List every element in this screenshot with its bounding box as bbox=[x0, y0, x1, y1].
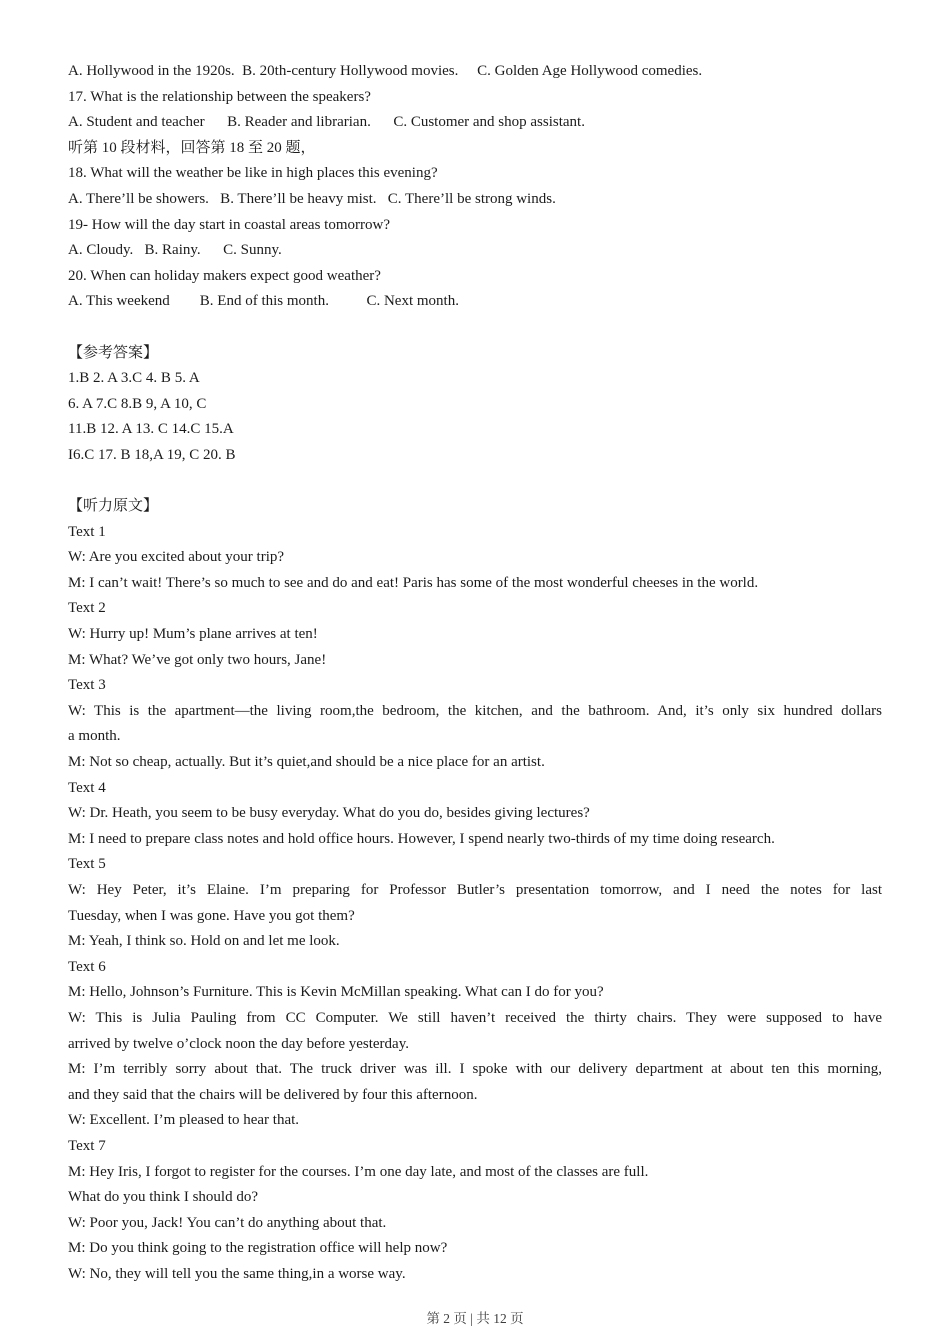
transcript-line: M: Not so cheap, actually. But it’s quiet,and should be a nice place for an artist. bbox=[68, 754, 545, 771]
answer-key-row-3: 11.B 12. A 13. C 14.C 15.A bbox=[68, 421, 234, 438]
question-options-16: A. Hollywood in the 1920s. B. 20th-century Hollywood movies. C. Golden Age Hollywood comedies. bbox=[68, 63, 703, 79]
listening-material-instruction: 听第 10 段材料，回答第 18 至 20 题， bbox=[68, 139, 316, 156]
transcript-text2-title: Text 2 bbox=[68, 600, 106, 617]
transcript-heading: 【听力原文】 bbox=[68, 498, 159, 515]
transcript-line: M: Hello, Johnson’s Furniture. This is Kevin McMillan speaking. What can I do for you? bbox=[68, 984, 604, 1001]
answer-key-heading: 【参考答案】 bbox=[68, 344, 159, 361]
transcript-line: W: Hurry up! Mum’s plane arrives at ten! bbox=[68, 626, 318, 643]
transcript-line: W: This is the apartment—the living room,the bedroom, the kitchen, and the bathroom. And, it’s only six hundred dollars bbox=[68, 702, 882, 719]
transcript-line: W: Hey Peter, it’s Elaine. I’m preparing for Professor Butler’s presentation tomorrow, and I need the notes for last bbox=[68, 882, 882, 898]
question-17: 17. What is the relationship between the speakers? bbox=[68, 88, 371, 105]
transcript-line: M: Hey Iris, I forgot to register for the courses. I’m one day late, and most of the classes are full. bbox=[68, 1163, 649, 1180]
transcript-line: W: Are you excited about your trip? bbox=[68, 549, 285, 566]
page-footer bbox=[0, 1310, 950, 1328]
transcript-line: M: Yeah, I think so. Hold on and let me look. bbox=[68, 933, 340, 950]
transcript-line: M: What? We’ve got only two hours, Jane! bbox=[68, 651, 327, 668]
transcript-line: W: Poor you, Jack! You can’t do anything about that. bbox=[68, 1214, 387, 1231]
transcript-line: M: I’m terribly sorry about that. The truck driver was ill. I spoke with our delivery department at about ten this morning, bbox=[68, 1061, 882, 1078]
questions-section bbox=[68, 59, 882, 315]
answer-key-row-1: 1.B 2. A 3.C 4. B 5. A bbox=[68, 370, 200, 387]
answer-key-row-4: I6.C 17. B 18,A 19, C 20. B bbox=[68, 446, 236, 463]
transcript-text7-title: Text 7 bbox=[68, 1137, 106, 1154]
answer-key-row-2: 6. A 7.C 8.B 9, A 10, C bbox=[68, 395, 207, 412]
transcript-line: a month. bbox=[68, 728, 121, 745]
question-options-20: A. This weekend B. End of this month. C. Next month. bbox=[68, 293, 459, 310]
transcript-line: W: Excellent. I’m pleased to hear that. bbox=[68, 1112, 300, 1129]
transcript-text3-title: Text 3 bbox=[68, 677, 106, 694]
question-options-18: A. There’ll be showers. B. There’ll be heavy mist. C. There’ll be strong winds. bbox=[68, 190, 556, 207]
transcript-line: W: No, they will tell you the same thing,in a worse way. bbox=[68, 1265, 406, 1282]
transcript-text6-title: Text 6 bbox=[68, 958, 106, 975]
blank-line bbox=[68, 315, 882, 341]
question-options-19: A. Cloudy. B. Rainy. C. Sunny. bbox=[68, 242, 282, 259]
transcript-text5-title: Text 5 bbox=[68, 856, 106, 873]
transcript-line: M: Do you think going to the registration office will help now? bbox=[68, 1240, 448, 1257]
page-number-label: 第 2 页 | 共 12 页 bbox=[426, 1311, 524, 1326]
transcript-text1-title: Text 1 bbox=[68, 523, 106, 540]
transcript-section bbox=[68, 494, 882, 1287]
question-18: 18. What will the weather be like in high places this evening? bbox=[68, 165, 438, 182]
transcript-line: W: Dr. Heath, you seem to be busy everyday. What do you do, besides giving lectures? bbox=[68, 805, 590, 822]
transcript-line: W: This is Julia Pauling from CC Computer. We still haven’t received the thirty chairs. They were supposed to have bbox=[68, 1009, 882, 1026]
transcript-line: and they said that the chairs will be delivered by four this afternoon. bbox=[68, 1086, 478, 1103]
transcript-line: What do you think I should do? bbox=[68, 1189, 258, 1206]
question-19: 19- How will the day start in coastal areas tomorrow? bbox=[68, 216, 390, 233]
question-20: 20. When can holiday makers expect good weather? bbox=[68, 267, 381, 284]
transcript-line: M: I can’t wait! There’s so much to see and do and eat! Paris has some of the most wonderful cheeses in the world. bbox=[68, 574, 759, 591]
transcript-line: M: I need to prepare class notes and hold office hours. However, I spend nearly two-thirds of my time doing research. bbox=[68, 830, 775, 847]
transcript-text4-title: Text 4 bbox=[68, 779, 106, 796]
question-options-17: A. Student and teacher B. Reader and librarian. C. Customer and shop assistant. bbox=[68, 114, 585, 131]
transcript-line: Tuesday, when I was gone. Have you got them? bbox=[68, 907, 355, 924]
blank-line bbox=[68, 469, 882, 495]
transcript-line: arrived by twelve o’clock noon the day before yesterday. bbox=[68, 1035, 409, 1052]
answer-key-section bbox=[68, 341, 882, 469]
